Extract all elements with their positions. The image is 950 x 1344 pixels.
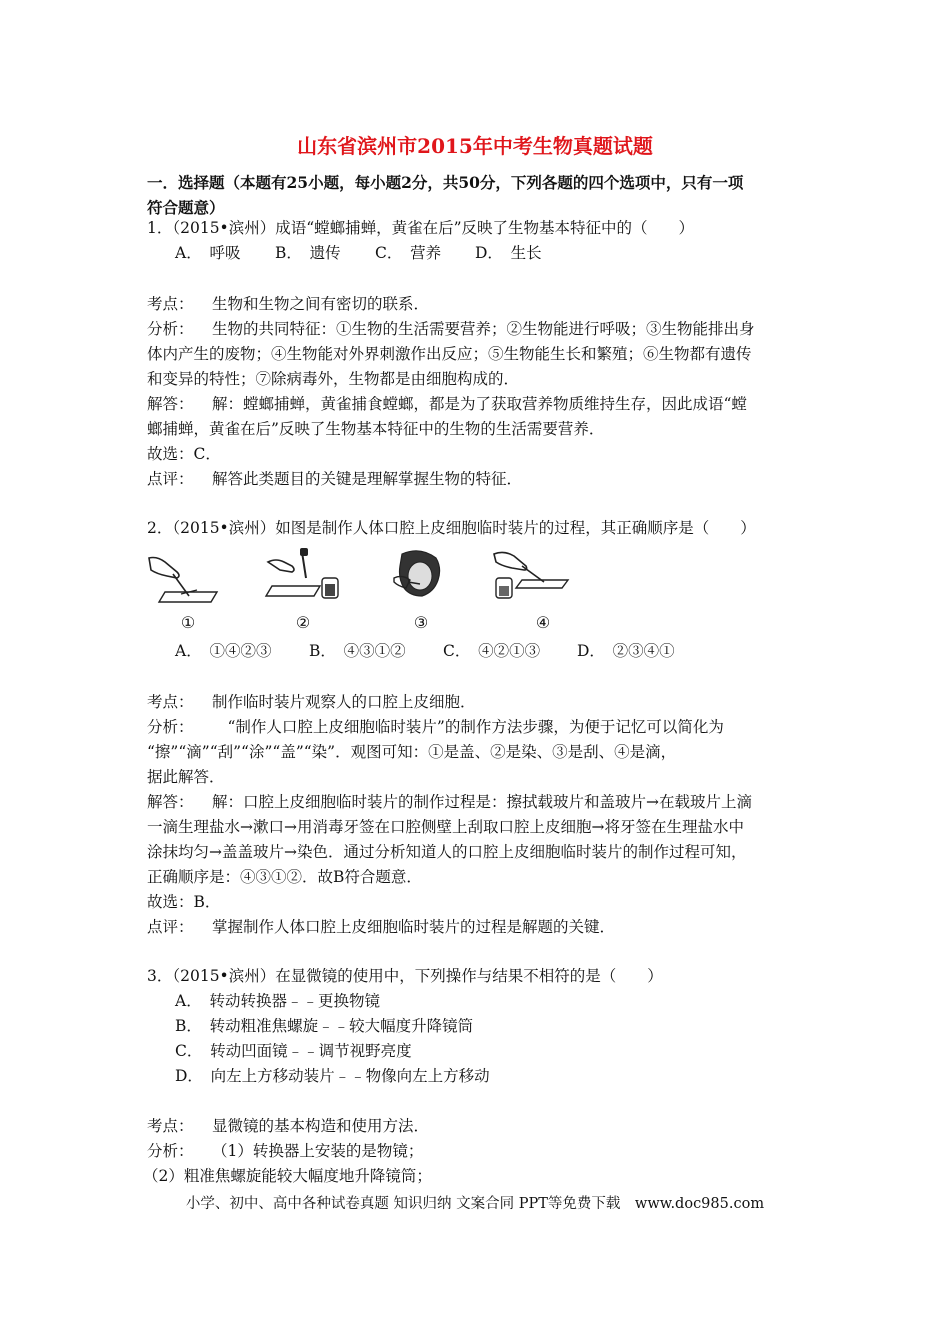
- label-kaodian: 考点：: [147, 693, 194, 711]
- q3-option-a: A． 转动转换器﹣﹣更换物镜: [175, 992, 380, 1010]
- q2-figure-strip: [147, 548, 567, 634]
- q1-option-c: C． 营养: [375, 244, 442, 262]
- q2-figure-2: [262, 548, 342, 634]
- q1-option-a: A． 呼吸: [175, 244, 241, 262]
- q2-kaodian: [147, 691, 476, 713]
- q1-jieda-text: 解：螳螂捕蝉，黄雀捕食螳螂，都是为了获取营养物质维持生存，因此成语“螳: [212, 395, 747, 413]
- label-dianping: 点评：: [147, 470, 194, 488]
- q3-option-b: B． 转动粗准焦螺旋﹣﹣较大幅度升降镜筒: [175, 1017, 474, 1035]
- q2-dianping-text: 掌握制作人体口腔上皮细胞临时装片的过程是解题的关键．: [212, 918, 616, 936]
- q1-dianping-text: 解答此类题目的关键是理解掌握生物的特征．: [212, 470, 523, 488]
- q1-options: [175, 242, 542, 264]
- q3-stem: 3．（2015•滨州）在显微镜的使用中，下列操作与结果不相符的是（ ）: [147, 967, 663, 985]
- q1-jieda-line: 螂捕蝉，黄雀在后”反映了生物基本特征中的生物的生活需要营养．: [147, 420, 605, 438]
- q1-answer: 故选：C．: [147, 445, 221, 463]
- q2-jieda-text: 解：口腔上皮细胞临时装片的制作过程是：擦拭载玻片和盖玻片→在载玻片上滴: [212, 793, 752, 811]
- label-fenxi: 分析：: [147, 1142, 194, 1160]
- q2-answer: 故选：B．: [147, 893, 221, 911]
- q2-jieda: [147, 791, 752, 813]
- q1-kaodian-text: 生物和生物之间有密切的联系．: [212, 295, 430, 313]
- label-fenxi: 分析：: [147, 718, 194, 736]
- q2-options: [175, 640, 675, 662]
- label-jieda: 解答：: [147, 793, 194, 811]
- section-heading-line: 一．选择题（本题有25小题，每小题2分，共50分，下列各题的四个选项中，只有一项: [147, 173, 744, 192]
- label-kaodian: 考点：: [147, 1117, 194, 1135]
- q2-option-a: A． ①④②③: [175, 642, 272, 660]
- q2-jieda-line: 涂抹均匀→盖盖玻片→染色．通过分析知道人的口腔上皮细胞临时装片的制作过程可知，: [147, 843, 747, 861]
- q2-fenxi-text: “制作人口腔上皮细胞临时装片”的制作方法步骤，为便于记忆可以简化为: [212, 718, 724, 736]
- q2-figure-label: ④: [535, 613, 551, 632]
- q3-fenxi-line: （2）粗准焦螺旋能较大幅度地升降镜筒；: [143, 1167, 432, 1185]
- q1-fenxi-line: 和变异的特性；⑦除病毒外，生物都是由细胞构成的．: [147, 370, 520, 388]
- cheek-scraping-illustration: [380, 548, 460, 608]
- label-dianping: 点评：: [147, 918, 194, 936]
- q2-figure-3: [380, 548, 460, 634]
- saline-dropping-illustration: [492, 548, 572, 608]
- q1-option-d: D． 生长: [475, 244, 542, 262]
- q3-kaodian: [147, 1115, 429, 1137]
- q1-stem: 1．（2015•滨州）成语“螳螂捕蝉，黄雀在后”反映了生物基本特征中的（ ）: [147, 219, 695, 237]
- section-heading: [147, 170, 807, 220]
- q2-figure-label: ③: [413, 613, 429, 632]
- q2-figure-label: ①: [180, 613, 196, 632]
- q2-fenxi-line: 据此解答．: [147, 768, 225, 786]
- q2-figure-1: [147, 548, 227, 634]
- q2-figure-label: ②: [295, 613, 311, 632]
- q2-option-b: B． ④③①②: [309, 642, 406, 660]
- page-footer: 小学、初中、高中各种试卷真题 知识归纳 文案合同 PPT等免费下载 www.doc985.com: [185, 1196, 765, 1212]
- label-kaodian: 考点：: [147, 295, 194, 313]
- q1-fenxi-line: 体内产生的废物；④生物能对外界刺激作出反应；⑤生物能生长和繁殖；⑥生物都有遗传: [147, 345, 752, 363]
- q2-dianping: [147, 916, 615, 938]
- q2-kaodian-text: 制作临时装片观察人的口腔上皮细胞．: [212, 693, 476, 711]
- q1-fenxi: [147, 318, 755, 340]
- q2-fenxi: [147, 716, 724, 738]
- q2-option-c: C． ④②①③: [443, 642, 541, 660]
- q2-fenxi-line: “擦”“滴”“刮”“涂”“盖”“染”．观图可知：①是盖、②是染、③是刮、④是滴，: [147, 743, 677, 761]
- q3-option-d: D． 向左上方移动装片﹣﹣物像向左上方移动: [175, 1067, 490, 1085]
- cover-slip-illustration: [147, 548, 227, 608]
- q3-option-c: C． 转动凹面镜﹣﹣调节视野亮度: [175, 1042, 412, 1060]
- q2-jieda-line: 正确顺序是：④③①②．故B符合题意．: [147, 868, 422, 886]
- q1-jieda: [147, 393, 747, 415]
- q2-stem: 2．（2015•滨州）如图是制作人体口腔上皮细胞临时装片的过程，其正确顺序是（ ）: [147, 519, 756, 537]
- q1-dianping: [147, 468, 522, 490]
- q1-fenxi-text: 生物的共同特征：①生物的生活需要营养；②生物能进行呼吸；③生物能排出身: [212, 320, 755, 338]
- q1-kaodian: [147, 293, 429, 315]
- q1-option-b: B． 遗传: [275, 244, 341, 262]
- q3-fenxi: [147, 1140, 423, 1162]
- q2-figure-4: [492, 548, 572, 634]
- q2-option-d: D． ②③④①: [577, 642, 675, 660]
- label-fenxi: 分析：: [147, 320, 194, 338]
- q3-fenxi-text: （1）转换器上安装的是物镜；: [212, 1142, 424, 1160]
- document-title: 山东省滨州市2015年中考生物真题试题: [297, 134, 653, 158]
- q3-kaodian-text: 显微镜的基本构造和使用方法．: [212, 1117, 430, 1135]
- label-jieda: 解答：: [147, 395, 194, 413]
- section-heading-line: 符合题意）: [147, 198, 225, 217]
- q2-jieda-line: 一滴生理盐水→漱口→用消毒牙签在口腔侧壁上刮取口腔上皮细胞→将牙签在生理盐水中: [147, 818, 744, 836]
- staining-illustration: [262, 548, 342, 608]
